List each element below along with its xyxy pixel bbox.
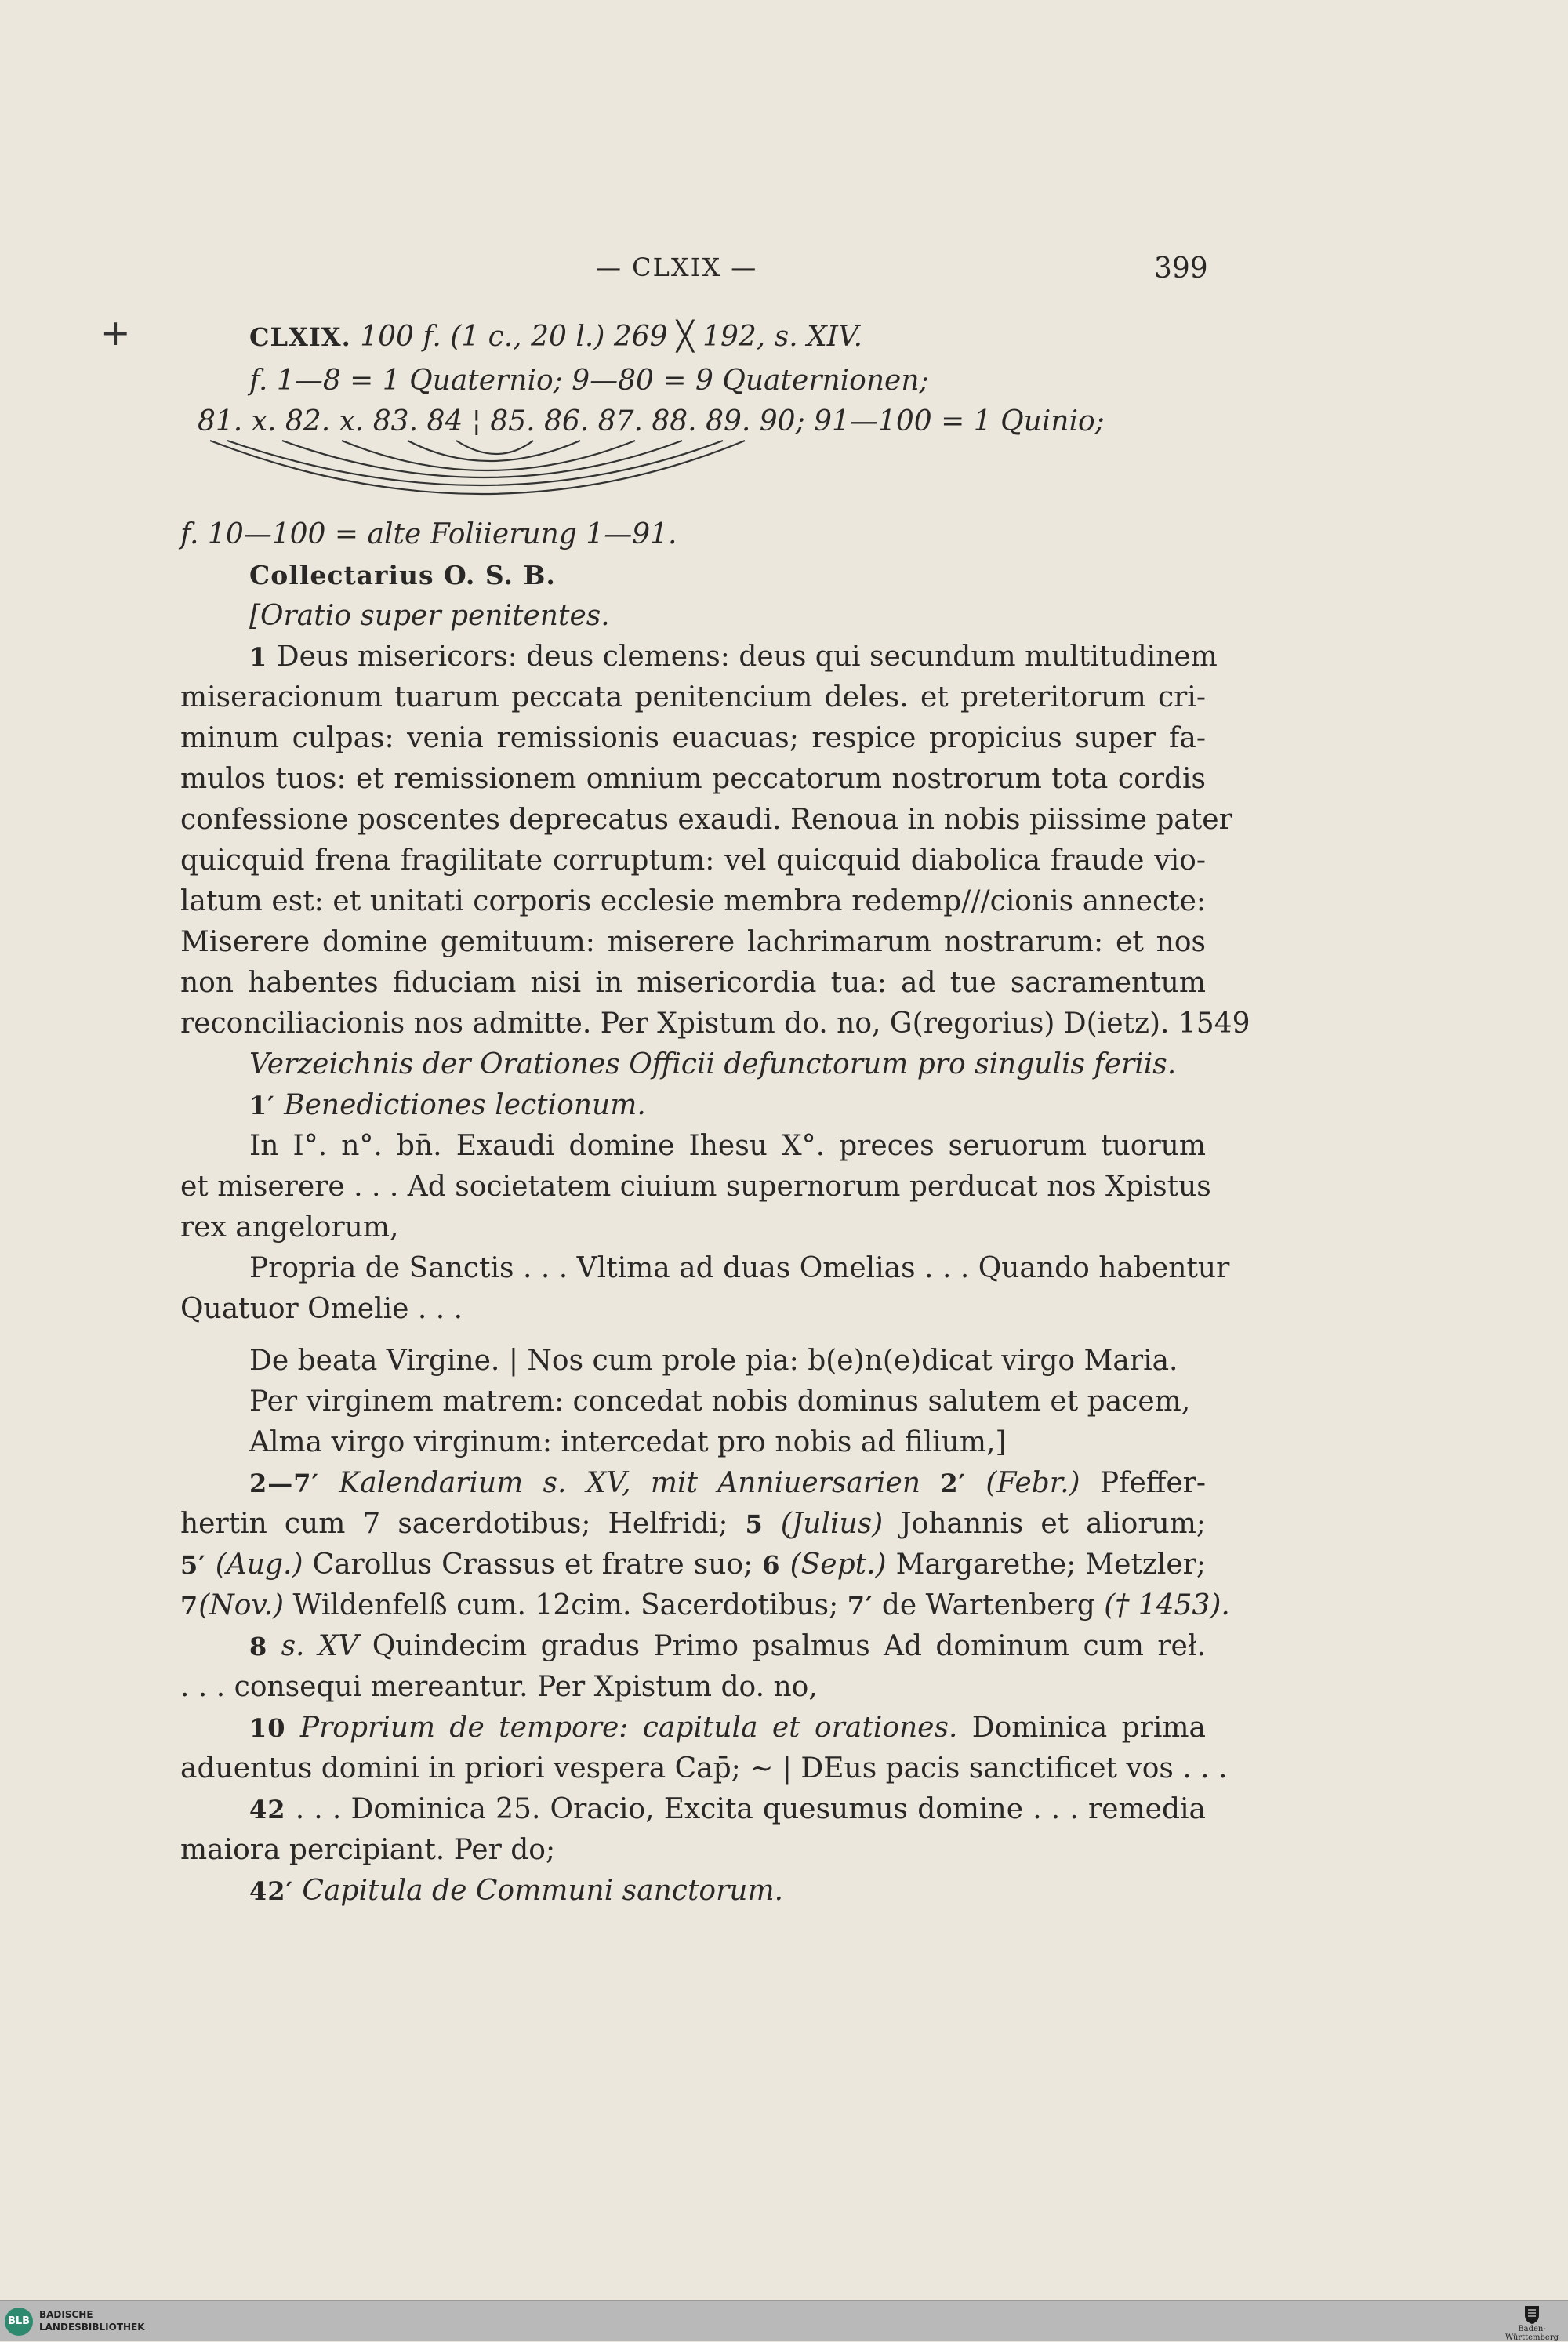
oratio-line-1: 1 Deus misericors: deus clemens: deus qui secundum multitudinem (249, 641, 1218, 673)
item-8-line-2: . . . consequi mereantur. Per Xpistum do. no, (180, 1671, 818, 1703)
oratio-line-2: miseracionum tuarum peccata penitencium deles. et preteritorum cri- (180, 681, 1206, 713)
kalendarium-line-1: 2—7′ Kalendarium s. XV, mit Anniuersarien 2′ (Febr.) Pfeffer- (249, 1467, 1206, 1499)
kalendarium-line-4: 7(Nov.) Wildenfelß cum. 12cim. Sacerdotibus; 7′ de Wartenberg († 1453). (180, 1589, 1230, 1621)
blb-library-name: BADISCHE LANDESBIBLIOTHEK (39, 2309, 145, 2333)
item-42b: 42′ Capitula de Communi sanctorum. (249, 1875, 784, 1907)
item-10-line-1: 10 Proprium de tempore: capitula et orationes. Dominica prima (249, 1712, 1206, 1744)
item-42-line-2: maiora percipiant. Per do; (180, 1834, 556, 1866)
bw-coat-of-arms-icon (1523, 2304, 1541, 2325)
item-10-line-2: aduentus domini in priori vespera Cap̄; ∼ | DEus pacis sanctificet vos . . . (180, 1752, 1228, 1785)
benedictio-line-3: rex angelorum, (180, 1211, 399, 1244)
item-42-line-1: 42 . . . Dominica 25. Oracio, Excita quesumus domine . . . remedia (249, 1793, 1206, 1825)
quire-line-2: 81. x. 82. x. 83. 84 ¦ 85. 86. 87. 88. 89. 90; 91—100 = 1 Quinio; (198, 405, 1105, 438)
verzeichnis-title: Verzeichnis der Orationes Officii defunctorum pro singulis feriis. (249, 1048, 1177, 1080)
blb-logo-icon[interactable]: BLB (5, 2308, 33, 2336)
beata-virgine-line-1: De beata Virgine. | Nos cum prole pia: b(e)n(e)dicat virgo Maria. (249, 1345, 1178, 1377)
foliation-note: f. 10—100 = alte Foliierung 1—91. (180, 518, 677, 550)
beata-virgine-line-3: Alma virgo virginum: intercedat pro nobis ad filium,] (249, 1426, 1007, 1458)
benedictiones-title: 1′ Benedictiones lectionum. (249, 1089, 646, 1121)
quire-line-1: f. 1—8 = 1 Quaternio; 9—80 = 9 Quaternionen; (249, 365, 929, 397)
oratio-line-8: Miserere domine gemituum: miserere lachrimarum nostrarum: et nos (180, 926, 1206, 958)
margin-plus-mark: + (100, 311, 131, 354)
running-header: — CLXIX — (596, 252, 758, 282)
page-number: 399 (1154, 252, 1208, 285)
viewer-footer-bar (0, 2300, 1568, 2341)
oratio-line-9: non habentes fiduciam nisi in misericordia tua: ad tue sacramentum (180, 967, 1206, 999)
oratio-title: [Oratio super penitentes. (249, 600, 610, 632)
oratio-line-10: reconciliacionis nos admitte. Per Xpistum do. no, G(regorius) D(ietz). 1549 (180, 1008, 1250, 1040)
kalendarium-line-2: hertin cum 7 sacerdotibus; Helfridi; 5 (Julius) Johannis et aliorum; (180, 1508, 1206, 1540)
oratio-line-6: quicquid frena fragilitate corruptum: vel quicquid diabolica fraude vio- (180, 844, 1206, 877)
kalendarium-line-3: 5′ (Aug.) Carollus Crassus et fratre suo; 6 (Sept.) Margarethe; Metzler; (180, 1549, 1207, 1581)
oratio-line-7: latum est: et unitati corporis ecclesie membra redemp///cionis annecte: (180, 885, 1206, 917)
propria-line-1: Propria de Sanctis . . . Vltima ad duas Omelias . . . Quando habentur (249, 1252, 1230, 1284)
quire-diagram-arcs (196, 430, 760, 508)
propria-line-2: Quatuor Omelie . . . (180, 1293, 463, 1325)
oratio-line-5: confessione poscentes deprecatus exaudi. Renoua in nobis piissime pater (180, 804, 1232, 836)
item-8-line-1: 8 s. XV Quindecim gradus Primo psalmus Ad dominum cum reł. (249, 1630, 1206, 1662)
entry-heading: CLXIX. 100 f. (1 c., 20 l.) 269 ╳ 192, s. XIV. (249, 321, 863, 353)
oratio-line-4: mulos tuos: et remissionem omnium peccatorum nostrorum tota cordis (180, 763, 1206, 795)
beata-virgine-line-2: Per virginem matrem: concedat nobis dominus salutem et pacem, (249, 1385, 1191, 1418)
oratio-line-3: minum culpas: venia remissionis euacuas; respice propicius super fa- (180, 722, 1206, 754)
collectarius-title: Collectarius O. S. B. (249, 560, 556, 590)
baden-wuerttemberg-logo[interactable]: Baden-Württemberg (1501, 2304, 1563, 2342)
benedictio-line-2: et miserere . . . Ad societatem ciuium supernorum perducat nos Xpistus (180, 1171, 1211, 1203)
benedictio-line-1: In I°. n°. bn̄. Exaudi domine Ihesu X°. preces seruorum tuorum (249, 1130, 1206, 1162)
